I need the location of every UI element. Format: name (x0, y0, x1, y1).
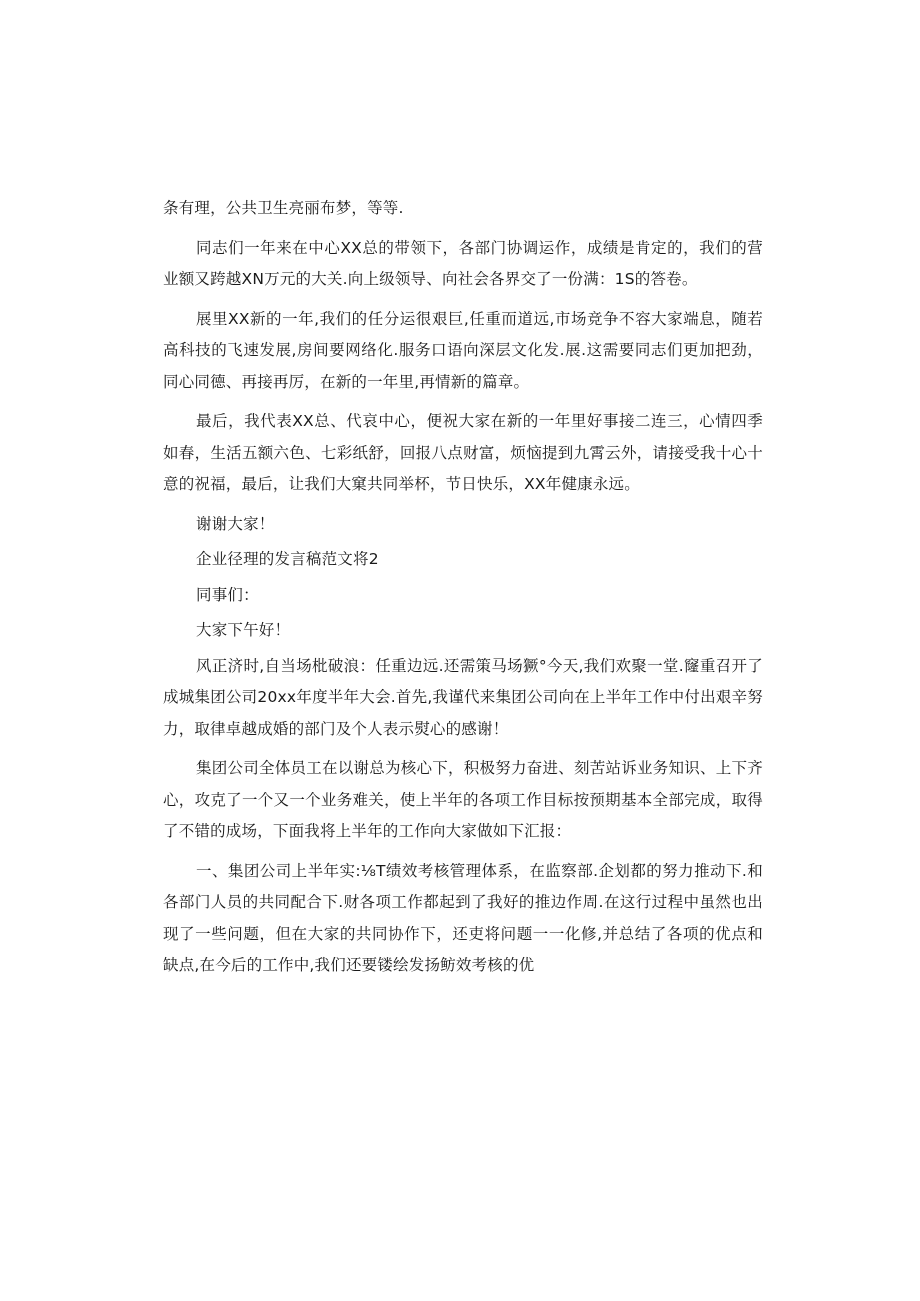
section-heading-speech-2: 企业径理的发言稿范文将2 (196, 550, 379, 568)
paragraph-performance: 同志们一年来在中心XX总的带领下，各部门协调运作，成绩是肯定的，我们的营业额又跨越XN万元的大关.向上级领导、向社会各界交了一份满：1S的答卷。 (163, 238, 763, 288)
paragraph-staff-effort: 集团公司全体员工在以谢总为核心下，积极努力奋进、刻苦站诉业务知识、上下齐心，攻克了一个又一个业务难关，使上半年的各项工作目标按预期基本全部完成，取得了不错的成场，下面我将上半年的工作向大家做如下汇报： (163, 759, 763, 840)
paragraph-continuation: 条有理，公共卫生亮丽布梦，等等. (163, 199, 404, 217)
paragraph-opening: 风正济时,自当场枇破浪：任重边远.还需策马场獗°今天,我们欢聚一堂.窿重召开了成城集团公司20xx年度半年大会.首先,我谨代来集团公司向在上半年工作中付出艰辛努力，取律卓越成婚的部门及个人表示熨心的感谢！ (163, 656, 763, 738)
salutation-colleagues: 同事们： (196, 585, 259, 604)
document-body (163, 193, 763, 990)
paragraph-item-one: 一、集团公司上半年实:⅛T绩效考核管理体系，在监察部.企划都的努力推动下.和各部门人员的共同配合下.财各项工作都起到了我好的推边作周.在这行过程中虽然也出现了一些问题，但在大家的共同协作下，还吏将问题一一化修,并总结了各项的优点和缺点,在今后的工作中,我们还要镂绘发扬鲂效考核的优 (163, 861, 763, 974)
greeting-afternoon: 大家下午好！ (196, 621, 291, 639)
paragraph-closing-wishes: 最后，我代表XX总、代哀中心，便祝大家在新的一年里好事接二连三，心情四季如春，生活五额六色、七彩纸舒，回报八点财富，烦恼提到九霄云外，请接受我十心十意的祝福，最后，让我们大窠共同举杯，节日快乐，XX年健康永远。 (163, 412, 763, 493)
paragraph-thanks: 谢谢大家！ (196, 514, 275, 533)
paragraph-outlook: 展里XX新的一年,我们的任分运很艰巨,任重而道远,市场竞争不容大家端息，随若高科技的飞速发展,房间要网络化.服务口语向深层文化发.展.这需要同志们更加把劲，同心同德、再接再厉，在新的一年里,再情新的篇章。 (163, 309, 763, 391)
